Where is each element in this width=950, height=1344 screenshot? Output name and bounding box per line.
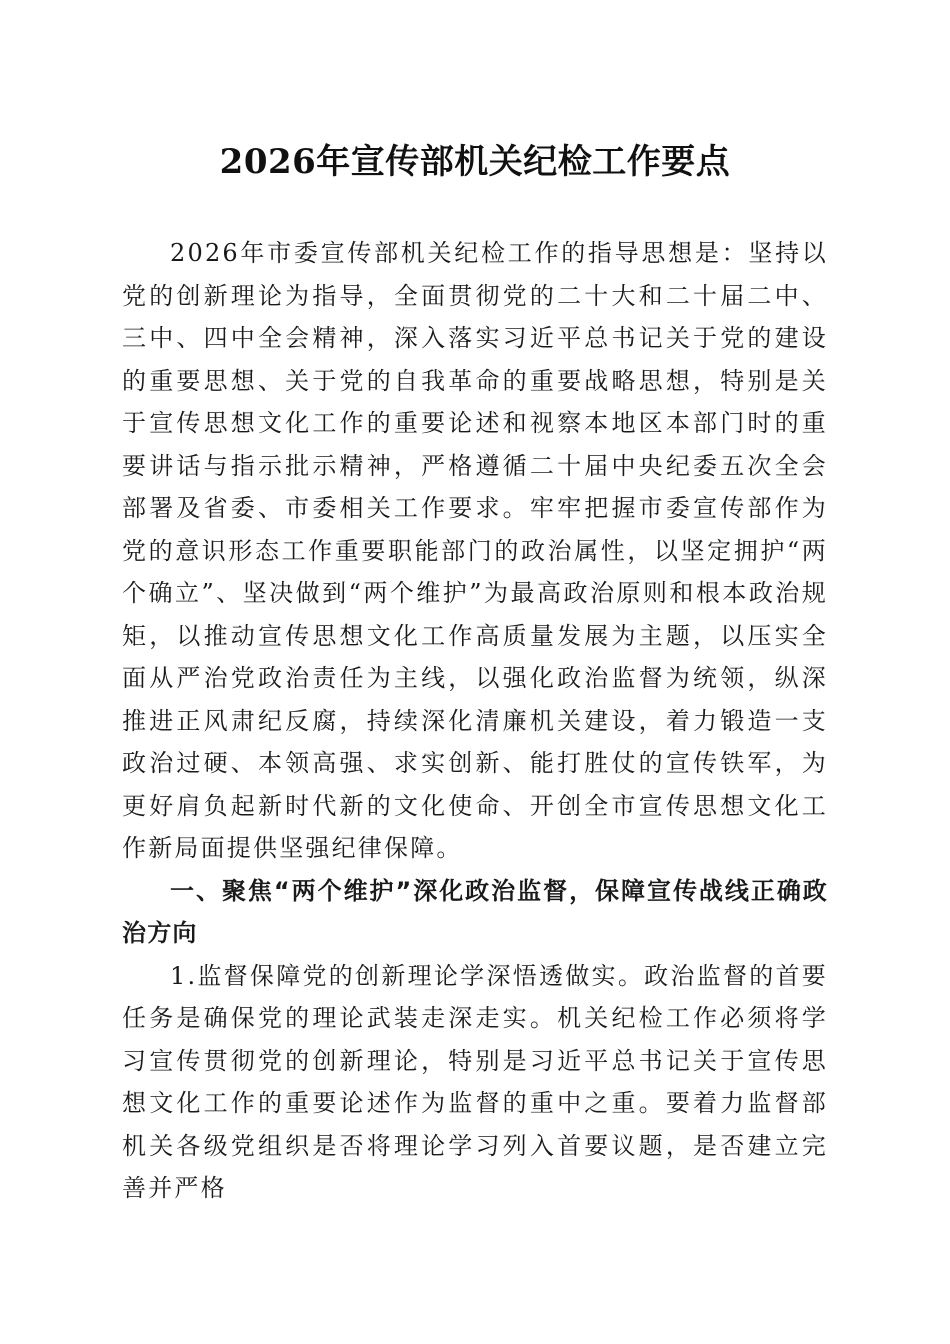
section-heading-1: 一、聚焦“两个维护”深化政治监督，保障宣传战线正确政治方向 [122,876,828,947]
section-1-item-1: 1.监督保障党的创新理论学深悟透做实。政治监督的首要任务是确保党的理论武装走深走实。机关纪检工作必须将学习宣传贯彻党的创新理论，特别是习近平总书记关于宣传思想文化工作的重要论述作为监督的重中之重。要着力监督部机关各级党组织是否将理论学习列入首要议题，是否建立完善并严格 [122,961,828,1202]
document-title: 2026年宣传部机关纪检工作要点 [219,142,731,182]
intro-paragraph: 2026年市委宣传部机关纪检工作的指导思想是：坚持以党的创新理论为指导，全面贯彻党的二十大和二十届二中、三中、四中全会精神，深入落实习近平总书记关于党的建设的重要思想、关于党的自我革命的重要战略思想，特别是关于宣传思想文化工作的重要论述和视察本地区本部门时的重要讲话与指示批示精神，严格遵循二十届中央纪委五次全会部署及省委、市委相关工作要求。牢牢把握市委宣传部作为党的意识形态工作重要职能部门的政治属性，以坚定拥护“两个确立”、坚决做到“两个维护”为最高政治原则和根本政治规矩，以推动宣传思想文化工作高质量发展为主题，以压实全面从严治党政治责任为主线，以强化政治监督为统领，纵深推进正风肃纪反腐，持续深化清廉机关建设，着力锻造一支政治过硬、本领高强、求实创新、能打胜仗的宣传铁军，为更好肩负起新时代新的文化使命、开创全市宣传思想文化工作新局面提供坚强纪律保障。 [122,239,828,862]
document-body [122,232,828,1210]
